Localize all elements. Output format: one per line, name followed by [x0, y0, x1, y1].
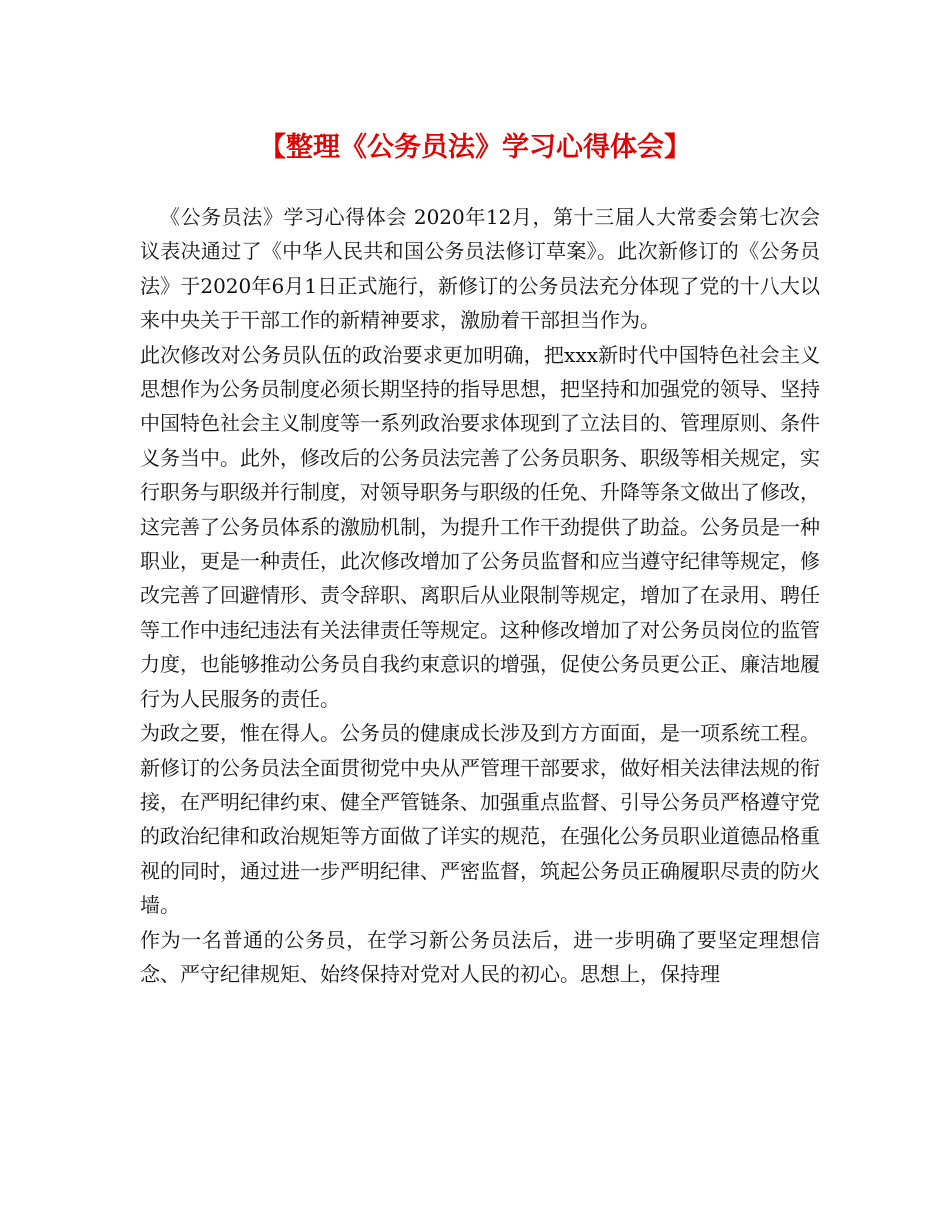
paragraph-intro: 《公务员法》学习心得体会 2020年12月，第十三届人大常委会第七次会议表决通过了《中华人民共和国公务员法修订草案》。此次新修订的《公务员法》于2020年6月1日正式施行，新修订的公务员法充分体现了党的十八大以来中央关于干部工作的新精神要求，激励着干部担当作为。: [140, 205, 820, 333]
paragraph-governance: 为政之要，惟在得人。公务员的健康成长涉及到方方面面，是一项系统工程。新修订的公务员法全面贯彻党中央从严管理干部要求，做好相关法律法规的衔接，在严明纪律约束、健全严管链条、加强重点监督、引导公务员严格遵守党的政治纪律和政治规矩等方面做了详实的规范，在强化公务员职业道德品格重视的同时，通过进一步严明纪律、严密监督，筑起公务员正确履职尽责的防火墙。: [140, 721, 820, 918]
paragraph-personal: 作为一名普通的公务员，在学习新公务员法后，进一步明确了要坚定理想信念、严守纪律规矩、始终保持对党对人民的初心。思想上，保持理: [140, 927, 820, 986]
document-title: 【整理《公务员法》学习心得体会】: [259, 132, 691, 163]
document-body: [140, 200, 820, 991]
paragraph-revision: 此次修改对公务员队伍的政治要求更加明确，把xxx新时代中国特色社会主义思想作为公务员制度必须长期坚持的指导思想，把坚持和加强党的领导、坚持中国特色社会主义制度等一系列政治要求体现到了立法目的、管理原则、条件义务当中。此外，修改后的公务员法完善了公务员职务、职级等相关规定，实行职务与职级并行制度，对领导职务与职级的任免、升降等条文做出了修改，这完善了公务员体系的激励机制，为提升工作干劲提供了助益。公务员是一种职业，更是一种责任，此次修改增加了公务员监督和应当遵守纪律等规定，修改完善了回避情形、责令辞职、离职后从业限制等规定，增加了在录用、聘任等工作中违纪违法有关法律责任等规定。这种修改增加了对公务员岗位的监管力度，也能够推动公务员自我约束意识的增强，促使公务员更公正、廉洁地履行为人民服务的责任。: [140, 342, 820, 711]
